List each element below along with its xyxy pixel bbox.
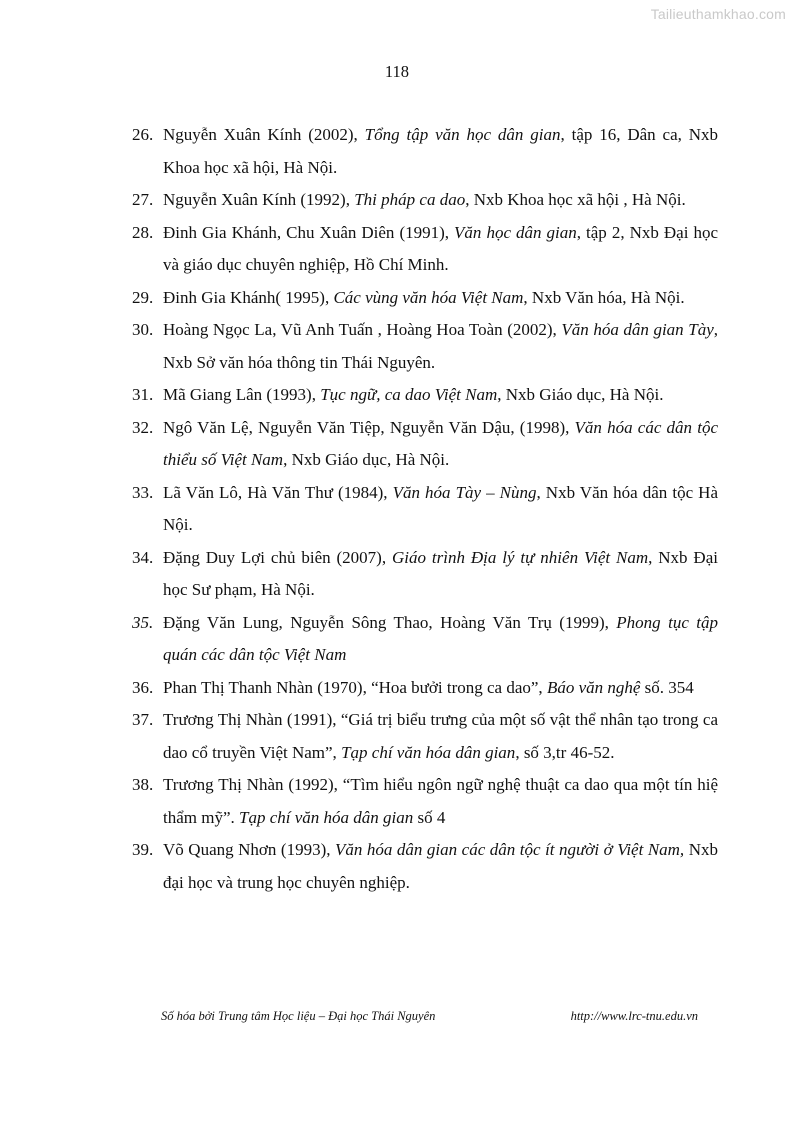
reference-text: [163, 542, 718, 607]
reference-text: [163, 184, 718, 217]
watermark: Tailieuthamkhao.com: [650, 6, 786, 22]
reference-title: Báo văn nghệ: [546, 677, 641, 697]
reference-title: Văn hóa dân gian Tày: [561, 320, 714, 339]
reference-number: 29.: [132, 287, 154, 307]
reference-title: Tạp chí văn hóa dân gian: [239, 807, 414, 827]
reference-segment: Hoàng Ngọc La, Vũ Anh Tuấn , Hoàng Hoa Toàn (2002),: [163, 320, 562, 339]
reference-segment: , Nxb Giáo dục, Hà Nội.: [283, 450, 450, 469]
reference-item: [132, 184, 718, 217]
reference-segment: Phan Thị Thanh Nhàn (1970), “Hoa bưởi trong ca dao”,: [163, 677, 547, 697]
reference-number: 33.: [132, 482, 154, 502]
reference-segment: Nguyễn Xuân Kính (2002),: [163, 125, 365, 144]
reference-segment: , Nxb Văn hóa dân tộc Hà Nội.: [163, 482, 718, 534]
reference-segment: Ngô Văn Lệ, Nguyễn Văn Tiệp, Nguyễn Văn Dậu, (1998),: [163, 417, 575, 437]
reference-text: [163, 282, 718, 315]
reference-number: 37.: [132, 710, 154, 729]
reference-number: 38.: [132, 775, 154, 794]
reference-item: [132, 704, 718, 769]
reference-segment: , tập 16, Dân ca, Nxb Khoa học xã hội, Hà Nội.: [163, 125, 719, 177]
reference-title: Văn hóa Tày – Nùng: [392, 482, 537, 502]
reference-title: Tục ngữ, ca dao Việt Nam: [320, 385, 498, 404]
reference-title: Phong tục tập quán các dân tộc Việt Nam: [163, 612, 718, 664]
reference-number: 26.: [132, 125, 154, 144]
reference-segment: Đinh Gia Khánh, Chu Xuân Diên (1991),: [163, 222, 455, 242]
reference-text: [163, 412, 718, 477]
reference-segment: , Nxb Giáo dục, Hà Nội.: [497, 385, 664, 404]
footer-credit: Số hóa bởi Trung tâm Học liệu – Đại học Thái Nguyên: [161, 1009, 436, 1023]
reference-segment: Đặng Văn Lung, Nguyễn Sông Thao, Hoàng Văn Trụ (1999),: [163, 612, 617, 632]
reference-segment: Đặng Duy Lợi chủ biên (2007),: [163, 547, 392, 567]
reference-number: 36.: [132, 677, 154, 697]
reference-segment: Đinh Gia Khánh( 1995),: [163, 287, 334, 307]
reference-segment: Trương Thị Nhàn (1992), “Tìm hiểu ngôn ngữ nghệ thuật ca dao qua một tín hiệ thẩm mỹ”.: [163, 775, 718, 827]
reference-item: [132, 769, 718, 834]
reference-segment: Trương Thị Nhàn (1991), “Giá trị biểu trưng của một số vật thể nhân tạo trong ca dao cổ truyền Việt Nam”,: [163, 710, 718, 762]
reference-text: [163, 379, 718, 412]
reference-title: Các vùng văn hóa Việt Nam: [333, 287, 524, 307]
reference-item: [132, 282, 718, 315]
reference-segment: Võ Quang Nhơn (1993),: [163, 840, 335, 859]
reference-title: Tổng tập văn học dân gian: [364, 125, 561, 144]
reference-segment: số. 354: [640, 677, 694, 697]
reference-number: 34.: [132, 547, 154, 567]
reference-number: 27.: [132, 190, 154, 209]
reference-title: Văn học dân gian: [454, 222, 577, 242]
reference-item: [132, 672, 718, 705]
reference-title: Tạp chí văn hóa dân gian: [341, 742, 516, 762]
reference-item: [132, 314, 718, 379]
reference-text: [163, 834, 718, 899]
reference-item: [132, 607, 718, 672]
reference-title: Giáo trình Địa lý tự nhiên Việt Nam: [391, 547, 649, 567]
reference-title: Văn hóa dân gian các dân tộc ít người ở Việt Nam,: [335, 840, 685, 859]
reference-text: [163, 477, 718, 542]
reference-segment: , Nxb Sở văn hóa thông tin Thái Nguyên.: [163, 320, 719, 372]
reference-item: [132, 217, 718, 282]
reference-segment: số 4: [413, 807, 446, 827]
reference-number: 32.: [132, 417, 154, 437]
reference-number: 28.: [132, 222, 154, 242]
reference-segment: , Nxb Đại học Sư phạm, Hà Nội.: [163, 547, 718, 599]
reference-item: [132, 119, 718, 184]
reference-segment: , Nxb Khoa học xã hội , Hà Nội.: [465, 190, 686, 209]
footer-url: http://www.lrc-tnu.edu.vn: [570, 1009, 698, 1023]
reference-number: 30.: [132, 320, 154, 339]
reference-title: Thi pháp ca dao: [354, 190, 466, 209]
reference-segment: , Nxb Văn hóa, Hà Nội.: [523, 287, 685, 307]
reference-item: [132, 477, 718, 542]
reference-number: 35.: [132, 612, 154, 632]
reference-title: Văn hóa các dân tộc thiểu số Việt Nam: [163, 417, 718, 469]
reference-item: [132, 834, 718, 899]
reference-item: [132, 412, 718, 477]
reference-text: [163, 704, 718, 769]
page-number: 118: [384, 62, 410, 81]
reference-item: [132, 542, 718, 607]
reference-list: [132, 119, 718, 899]
reference-text: [163, 607, 718, 672]
reference-text: [163, 314, 718, 379]
reference-text: [163, 119, 718, 184]
reference-text: [163, 769, 718, 834]
reference-segment: Nxb đại học và trung học chuyên nghiệp.: [163, 840, 718, 892]
reference-text: [163, 217, 718, 282]
reference-segment: , tập 2, Nxb Đại học và giáo dục chuyên nghiệp, Hồ Chí Minh.: [163, 222, 719, 274]
reference-item: [132, 379, 718, 412]
reference-segment: Mã Giang Lân (1993),: [163, 385, 321, 404]
reference-segment: Nguyễn Xuân Kính (1992),: [163, 190, 355, 209]
reference-segment: Lã Văn Lô, Hà Văn Thư (1984),: [163, 482, 393, 502]
reference-segment: , số 3,tr 46-52.: [515, 742, 615, 762]
reference-text: [163, 672, 718, 705]
reference-number: 31.: [132, 385, 154, 404]
reference-number: 39.: [132, 840, 154, 859]
